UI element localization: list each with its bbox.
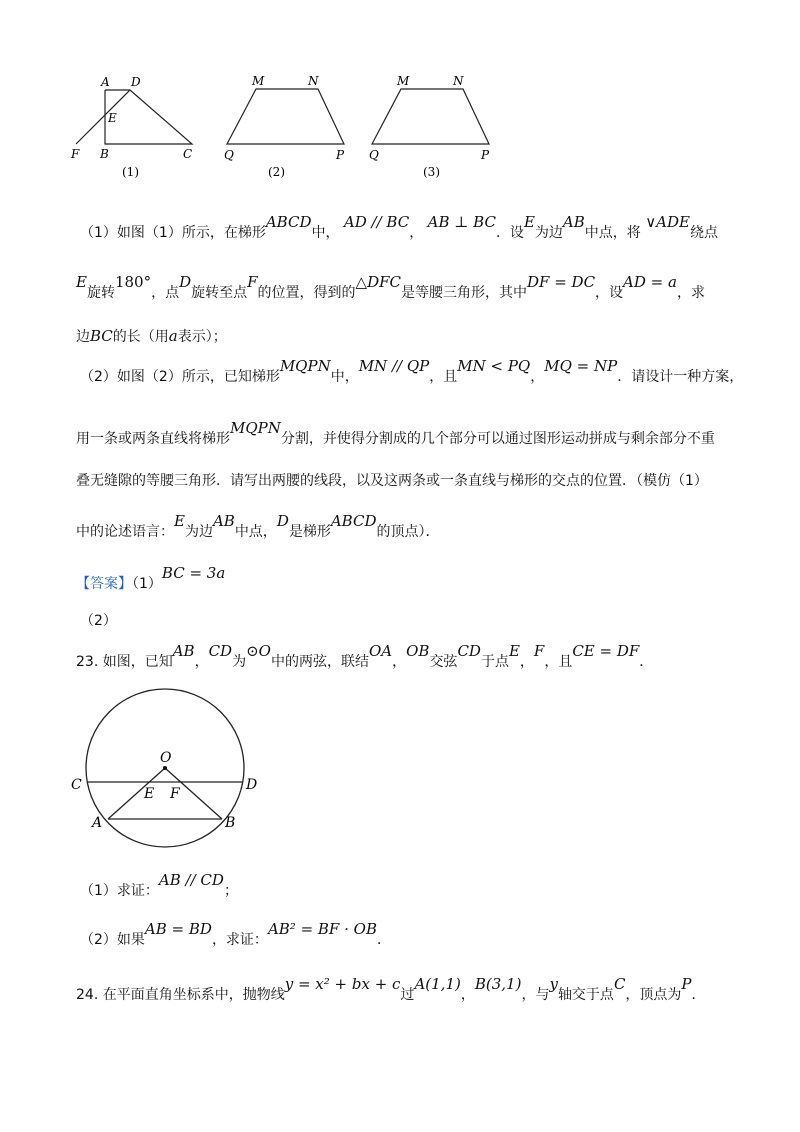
q24-stem: 24. 在平面直角坐标系中，抛物线y = x² + bx + c过A(1,1)，B(3,1)，与y轴交于点C，顶点为P． [76, 975, 706, 1003]
q23-stem: 23. 如图，已知AB，CD为⊙O中的两弦，联结OA，OB交弦CD于点E，F，且CE = DF． [76, 642, 654, 670]
figure-caption-1: (1) [122, 165, 139, 179]
trapezoid-figure-2 [220, 72, 360, 182]
figure-caption-2: (2) [268, 165, 285, 179]
q22-part2-line4: 中的论述语言：E为边AB中点，D是梯形ABCD的顶点）． [76, 512, 440, 540]
q22-answer-2: （2） [80, 613, 117, 629]
label-b: B [225, 815, 236, 831]
label-q: Q [224, 148, 234, 162]
trapezoid-figure-3 [365, 72, 505, 182]
q22-part1-line2: E旋转180°，点D旋转至点F的位置，得到的△DFC是等腰三角形，其中DF = DC，设AD = a，求 [76, 273, 705, 301]
circle-chords-figure [66, 688, 276, 858]
label-b: B [100, 147, 109, 161]
label-q: Q [369, 148, 379, 162]
figure-caption-3: (3) [423, 165, 440, 179]
label-m: M [252, 74, 265, 88]
label-o: O [160, 750, 172, 766]
label-n: N [308, 74, 319, 88]
label-a: A [101, 75, 110, 89]
q23-part2: （2）如果AB = BD，求证：AB² = BF · OB． [80, 920, 391, 948]
label-p: P [336, 148, 345, 162]
q22-part2-line2: 用一条或两条直线将梯形MQPN分割，并使得分割成的几个部分可以通过图形运动拼成与剩余部分不重 [76, 419, 715, 447]
label-a: A [92, 815, 103, 831]
q22-answer-1: 【答案】（1）BC = 3a [76, 564, 226, 592]
q22-part2-line3: 叠无缝隙的等腰三角形．请写出两腰的线段，以及这两条或一条直线与梯形的交点的位置．（模仿（1） [76, 473, 708, 489]
q22-part2-line1: （2）如图（2）所示，已知梯形MQPN中，MN // QP，且MN < PQ，MQ = NP．请设计一种方案， [80, 357, 744, 385]
q22-part1-line3: 边BC的长（用a表示）； [76, 327, 227, 345]
label-f: F [170, 786, 180, 802]
label-p: P [481, 148, 490, 162]
label-m: M [397, 74, 410, 88]
label-f: F [71, 147, 80, 161]
label-n: N [453, 74, 464, 88]
q23-part1: （1）求证：AB // CD； [80, 871, 238, 899]
label-d: D [246, 777, 258, 793]
label-c: C [71, 777, 82, 793]
label-c: C [183, 147, 193, 161]
label-d: D [131, 75, 141, 89]
label-e: E [144, 786, 155, 802]
answer-tag: 【答案】 [76, 576, 132, 592]
q22-part1-line1: （1）如图（1）所示，在梯形ABCD中， AD // BC， AB ⊥ BC．设E为边AB中点，将 ∨ADE绕点 [80, 213, 718, 241]
trapezoid-figure-1 [68, 72, 203, 182]
label-e: E [108, 111, 117, 125]
